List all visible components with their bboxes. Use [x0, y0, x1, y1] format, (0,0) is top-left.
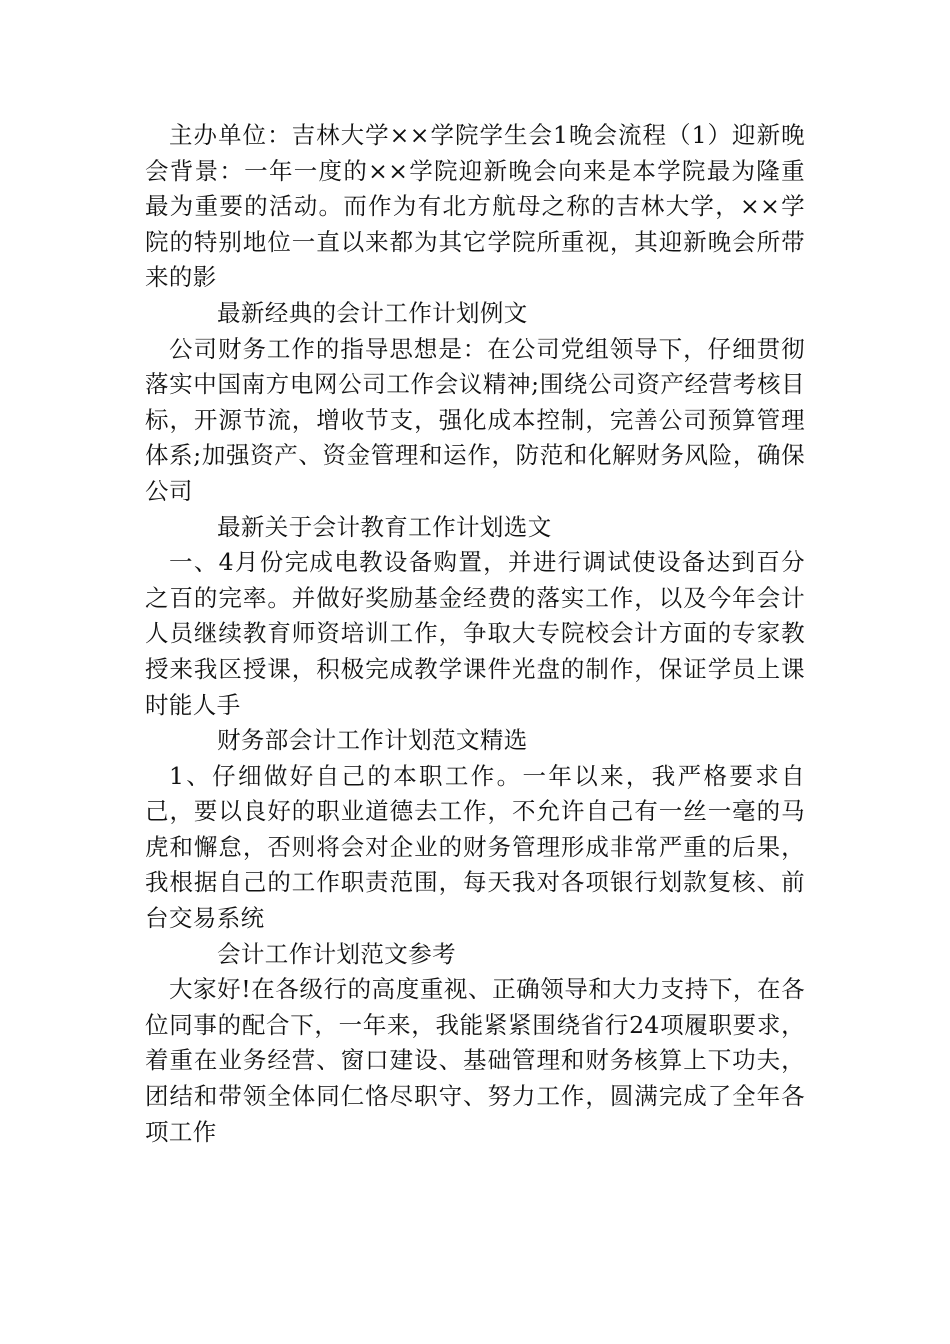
- section-heading-4: 会计工作计划范文参考: [217, 939, 456, 968]
- section-heading-2: 最新关于会计教育工作计划选文: [217, 512, 552, 541]
- section-heading-1: 最新经典的会计工作计划例文: [217, 298, 528, 327]
- paragraph-3: 1、仔细做好自己的本职工作。一年以来，我严格要求自己，要以良好的职业道德去工作，不允许自己有一丝一毫的马虎和懈怠，否则将会对企业的财务管理形成非常严重的后果，我根据自己的工作职责范围，每天我对各项银行划款复核、前台交易系统: [145, 761, 805, 933]
- paragraph-4: 大家好!在各级行的高度重视、正确领导和大力支持下，在各位同事的配合下，一年来，我能紧紧围绕省行24项履职要求，着重在业务经营、窗口建设、基础管理和财务核算上下功夫，团结和带领全体同仁恪尽职守、努力工作，圆满完成了全年各项工作: [145, 975, 805, 1146]
- document-content: [145, 118, 805, 1150]
- paragraph-2: 一、4月份完成电教设备购置，并进行调试使设备达到百分之百的完率。并做好奖励基金经费的落实工作，以及今年会计人员继续教育师资培训工作，争取大专院校会计方面的专家教授来我区授课，积极完成教学课件光盘的制作，保证学员上课时能人手: [145, 548, 805, 719]
- paragraph-intro: 主办单位：吉林大学××学院学生会1晚会流程（1）迎新晚会背景：一年一度的××学院迎新晚会向来是本学院最为隆重最为重要的活动。而作为有北方航母之称的吉林大学，××学院的特别地位一直以来都为其它学院所重视，其迎新晚会所带来的影: [145, 121, 805, 292]
- section-heading-3: 财务部会计工作计划范文精选: [217, 726, 528, 755]
- paragraph-1: 公司财务工作的指导思想是：在公司党组领导下，仔细贯彻落实中国南方电网公司工作会议精神;围绕公司资产经营考核目标，开源节流，增收节支，强化成本控制，完善公司预算管理体系;加强资产、资金管理和运作，防范和化解财务风险，确保公司: [145, 334, 805, 505]
